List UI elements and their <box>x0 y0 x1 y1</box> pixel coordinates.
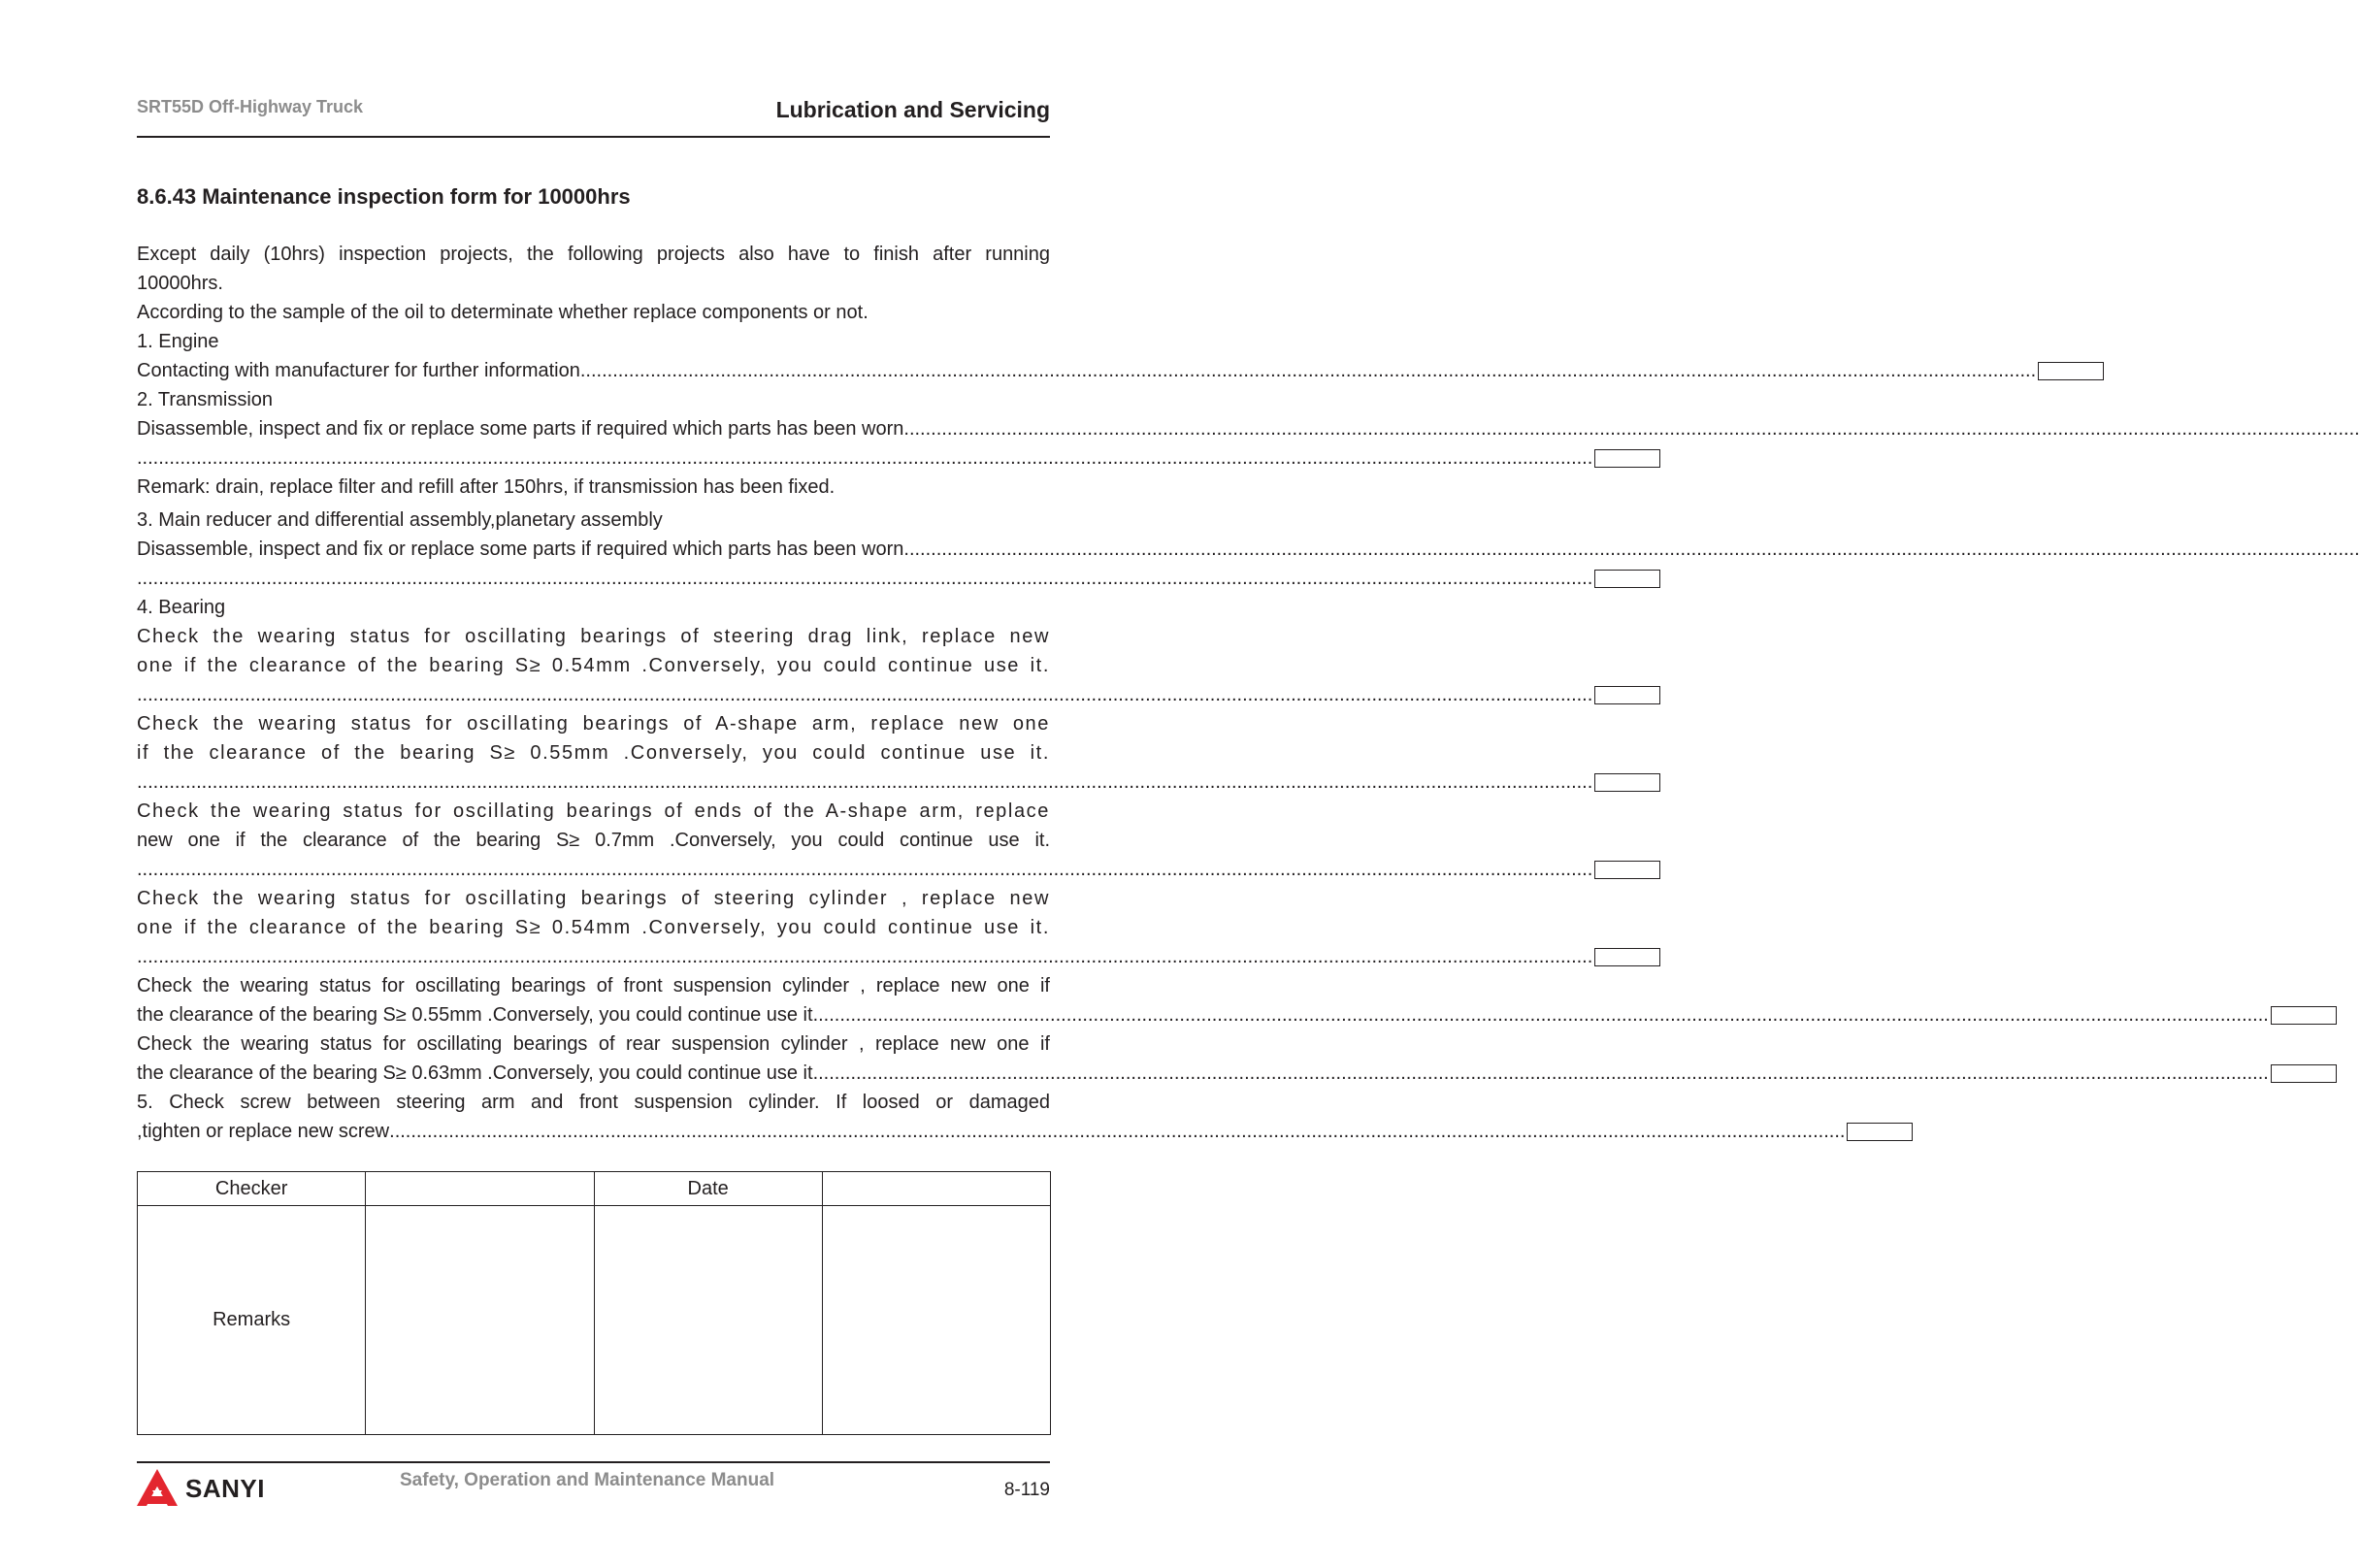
bearing-check-row <box>137 768 1593 797</box>
dot-leader: .............................................................................................................................................................................................................................................................................. <box>812 1004 2269 1026</box>
transmission-heading: 2. Transmission <box>137 389 274 410</box>
engine-check-row <box>137 356 2037 385</box>
dot-leader: .............................................................................................................................................................................................................................................................................. <box>812 1062 2269 1084</box>
checker-field[interactable] <box>366 1172 594 1206</box>
dot-leader: .............................................................................................................................................................................................................................................................................. <box>137 946 1593 967</box>
dot-leader: .............................................................................................................................................................................................................................................................................. <box>903 418 2360 440</box>
bearing-check-row <box>137 855 1593 884</box>
reducer-check-row <box>137 535 2360 564</box>
transmission-check-row <box>137 414 2360 443</box>
bearing-check-row <box>137 1000 2269 1029</box>
reducer-check-text: Disassemble, inspect and fix or replace some parts if required which parts has been worn <box>137 539 904 560</box>
bearing-check-text: the clearance of the bearing S≥ 0.63mm .Conversely, you could continue use it <box>137 1062 813 1084</box>
dot-leader: .............................................................................................................................................................................................................................................................................. <box>137 771 1593 793</box>
date-label: Date <box>594 1172 822 1206</box>
check-box[interactable] <box>1594 861 1660 879</box>
check-box[interactable] <box>1594 570 1660 588</box>
bearing-check-line: Check the wearing status for oscillating bearings of steering cylinder , replace new <box>137 888 1050 909</box>
dot-leader: .............................................................................................................................................................................................................................................................................. <box>389 1121 1846 1142</box>
screw-check-line: 5. Check screw between steering arm and front suspension cylinder. If loosed or damaged <box>137 1092 1050 1113</box>
bearing-check-row <box>137 942 1593 971</box>
table-row <box>138 1172 1051 1206</box>
bearing-check-row <box>137 1059 2269 1088</box>
table-row <box>138 1206 1051 1435</box>
checker-label: Checker <box>138 1172 366 1206</box>
dot-leader: .............................................................................................................................................................................................................................................................................. <box>137 859 1593 880</box>
bearing-check-text: the clearance of the bearing S≥ 0.55mm .Conversely, you could continue use it <box>137 1004 813 1026</box>
remarks-field[interactable] <box>822 1206 1050 1435</box>
check-box[interactable] <box>2038 362 2104 380</box>
bearing-check-line: Check the wearing status for oscillating bearings of rear suspension cylinder , replace new one if <box>137 1033 1050 1055</box>
sanyi-logo-icon <box>135 1467 180 1510</box>
transmission-remark: Remark: drain, replace filter and refill after 150hrs, if transmission has been fixed. <box>137 476 836 498</box>
brand-name: SANYI <box>185 1473 265 1503</box>
check-box[interactable] <box>1847 1123 1913 1141</box>
remarks-label: Remarks <box>138 1206 366 1435</box>
screw-check-row <box>137 1117 1846 1146</box>
bearing-check-line: Check the wearing status for oscillating bearings of A-shape arm, replace new one <box>137 713 1050 735</box>
header-divider <box>137 136 1050 138</box>
check-box[interactable] <box>1594 773 1660 792</box>
page-number: 8-119 <box>1003 1480 1050 1500</box>
remarks-field[interactable] <box>366 1206 594 1435</box>
bearing-check-line: Check the wearing status for oscillating bearings of front suspension cylinder , replace new one if <box>137 975 1050 996</box>
reducer-heading: 3. Main reducer and differential assembly,planetary assembly <box>137 509 663 531</box>
check-box[interactable] <box>2271 1006 2337 1025</box>
intro-line: 10000hrs. <box>137 273 223 294</box>
check-box[interactable] <box>1594 449 1660 468</box>
check-box[interactable] <box>1594 948 1660 966</box>
dot-leader: .............................................................................................................................................................................................................................................................................. <box>137 447 1593 469</box>
header-document-title: SRT55D Off-Highway Truck <box>137 97 364 116</box>
dot-leader: .............................................................................................................................................................................................................................................................................. <box>137 684 1593 705</box>
transmission-check-row-continued <box>137 443 1593 473</box>
bearing-heading: 4. Bearing <box>137 597 226 618</box>
inspection-content <box>137 240 2360 1146</box>
footer-manual-title: Safety, Operation and Maintenance Manual <box>400 1470 775 1490</box>
intro-line: Except daily (10hrs) inspection projects, the following projects also have to finish after running <box>137 244 1050 265</box>
transmission-check-text: Disassemble, inspect and fix or replace some parts if required which parts has been worn <box>137 418 904 440</box>
engine-heading: 1. Engine <box>137 331 219 352</box>
remarks-field[interactable] <box>594 1206 822 1435</box>
check-box[interactable] <box>2271 1064 2337 1083</box>
brand-logo <box>135 1467 265 1510</box>
bearing-check-line: Check the wearing status for oscillating bearings of steering drag link, replace new <box>137 626 1050 647</box>
engine-check-text: Contacting with manufacturer for further information <box>137 360 580 381</box>
dot-leader: .............................................................................................................................................................................................................................................................................. <box>579 360 2037 381</box>
bearing-check-line: one if the clearance of the bearing S≥ 0.54mm .Conversely, you could continue use it. <box>137 655 1050 676</box>
bearing-check-line: one if the clearance of the bearing S≥ 0.54mm .Conversely, you could continue use it. <box>137 917 1050 938</box>
check-box[interactable] <box>1594 686 1660 704</box>
dot-leader: .............................................................................................................................................................................................................................................................................. <box>137 568 1593 589</box>
sign-off-table <box>137 1171 1051 1435</box>
section-title: 8.6.43 Maintenance inspection form for 10000hrs <box>137 184 631 209</box>
bearing-check-line: Check the wearing status for oscillating bearings of ends of the A-shape arm, replace <box>137 800 1050 822</box>
bearing-check-line: if the clearance of the bearing S≥ 0.55mm .Conversely, you could continue use it. <box>137 742 1050 764</box>
bearing-check-row <box>137 680 1593 709</box>
date-field[interactable] <box>822 1172 1050 1206</box>
reducer-check-row-continued <box>137 564 1593 593</box>
bearing-check-line: new one if the clearance of the bearing S≥ 0.7mm .Conversely, you could continue use it. <box>137 830 1050 851</box>
footer-divider <box>137 1461 1050 1463</box>
intro-line: According to the sample of the oil to determinate whether replace components or not. <box>137 302 869 323</box>
dot-leader: .............................................................................................................................................................................................................................................................................. <box>903 539 2360 560</box>
header-chapter-title: Lubrication and Servicing <box>775 97 1050 122</box>
screw-check-text: ,tighten or replace new screw <box>137 1121 390 1142</box>
